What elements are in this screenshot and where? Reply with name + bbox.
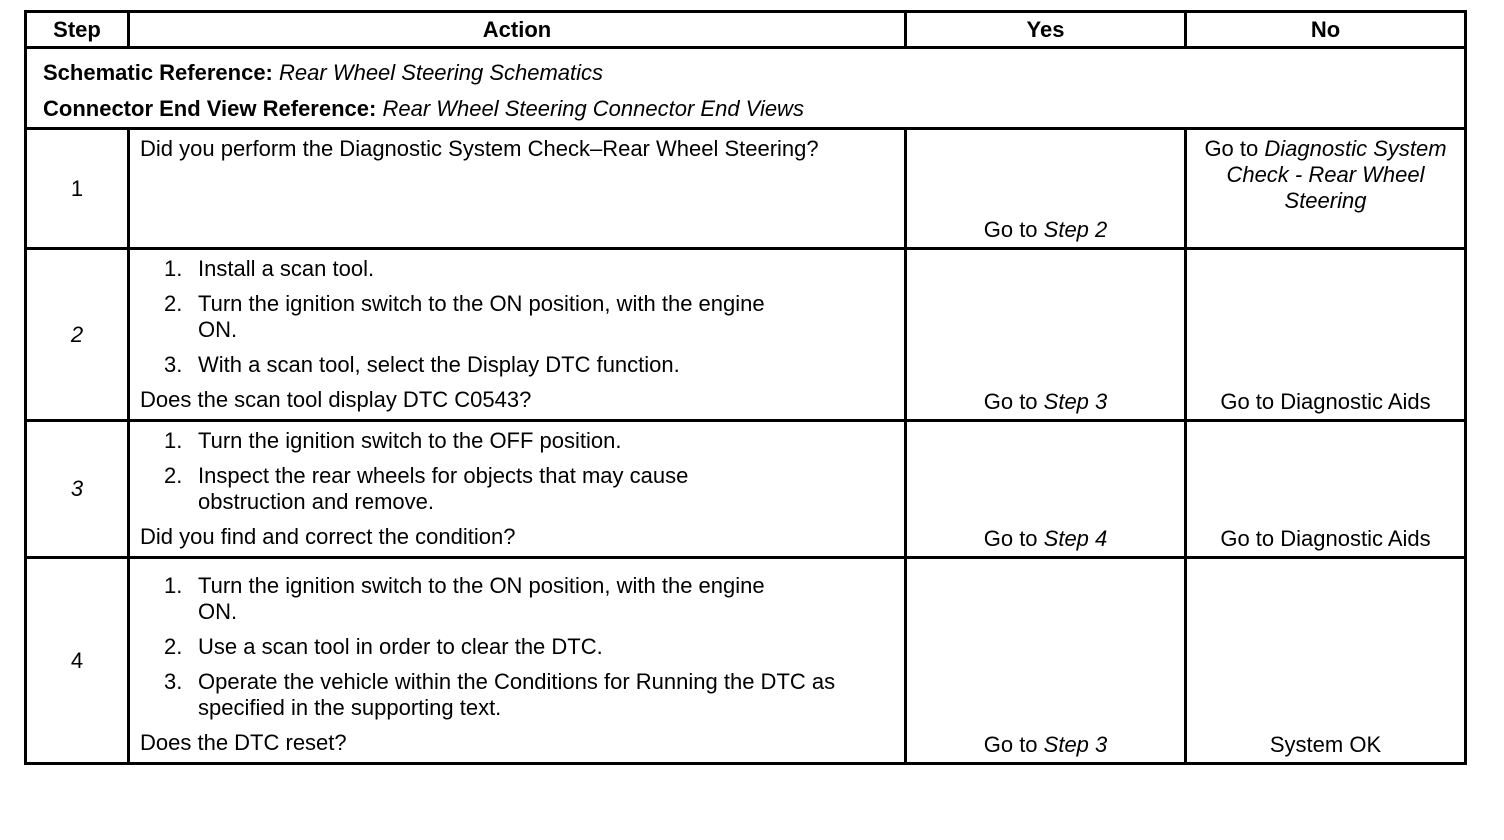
header-action: Action [129, 12, 906, 48]
no-diagnostic-check-link[interactable]: Diagnostic System Check - Rear Wheel Steering [1226, 136, 1447, 213]
references-cell [26, 48, 1466, 129]
yes-cell [906, 249, 1186, 421]
connector-reference-label: Connector End View Reference: [43, 96, 377, 121]
no-cell[interactable]: Go to Diagnostic Aids [1186, 421, 1466, 558]
header-step: Step [26, 12, 129, 48]
references-row [26, 48, 1466, 129]
yes-prefix: Go to [983, 526, 1044, 551]
table-row [26, 558, 1466, 764]
yes-step-link[interactable]: Step 4 [1043, 526, 1108, 551]
schematic-reference-label: Schematic Reference: [43, 60, 273, 85]
no-cell [1186, 129, 1466, 249]
action-cell [129, 129, 906, 249]
action-cell [129, 249, 906, 421]
header-no: No [1186, 12, 1466, 48]
schematic-reference [43, 55, 1464, 91]
list-item: 1. Install a scan tool. [164, 256, 375, 281]
step-number: 1 [26, 129, 129, 249]
list-item: 1. Turn the ignition switch to the OFF position. [164, 428, 622, 453]
yes-cell [906, 558, 1186, 764]
schematic-reference-link[interactable]: Rear Wheel Steering Schematics [279, 60, 604, 85]
yes-step-link[interactable]: Step 3 [1043, 389, 1108, 414]
diagnostic-table [24, 10, 1467, 765]
step-number: 4 [26, 558, 129, 764]
table-row [26, 249, 1466, 421]
yes-prefix: Go to [983, 217, 1044, 242]
header-row [26, 12, 1466, 48]
yes-cell [906, 421, 1186, 558]
no-cell[interactable]: Go to Diagnostic Aids [1186, 249, 1466, 421]
yes-step-link[interactable]: Step 3 [1043, 732, 1108, 757]
step-question: Did you perform the Diagnostic System Check–Rear Wheel Steering? [140, 136, 819, 161]
action-cell [129, 421, 906, 558]
table-row [26, 129, 1466, 249]
list-item: 1. Turn the ignition switch to the ON position, with the engine ON. [164, 573, 765, 624]
table-row [26, 421, 1466, 558]
yes-prefix: Go to [983, 732, 1044, 757]
step-question: Does the scan tool display DTC C0543? [140, 387, 532, 412]
list-item: 2. Turn the ignition switch to the ON position, with the engine ON. [164, 291, 765, 342]
list-item: 2. Inspect the rear wheels for objects that may cause obstruction and remove. [164, 463, 689, 514]
yes-cell [906, 129, 1186, 249]
step-number: 3 [26, 421, 129, 558]
yes-step-link[interactable]: Step 2 [1043, 217, 1108, 242]
step-question: Does the DTC reset? [140, 730, 347, 755]
connector-reference [43, 91, 1464, 127]
yes-prefix: Go to [983, 389, 1044, 414]
no-cell: System OK [1186, 558, 1466, 764]
connector-reference-link[interactable]: Rear Wheel Steering Connector End Views [382, 96, 804, 121]
action-cell [129, 558, 906, 764]
list-item: 3. Operate the vehicle within the Conditions for Running the DTC as specified in the supporting text. [164, 669, 836, 720]
step-question: Did you find and correct the condition? [140, 524, 516, 549]
header-yes: Yes [906, 12, 1186, 48]
list-item: 2. Use a scan tool in order to clear the DTC. [164, 634, 603, 659]
list-item: 3. With a scan tool, select the Display DTC function. [164, 352, 680, 377]
step-number: 2 [26, 249, 129, 421]
no-prefix: Go to [1204, 136, 1265, 161]
